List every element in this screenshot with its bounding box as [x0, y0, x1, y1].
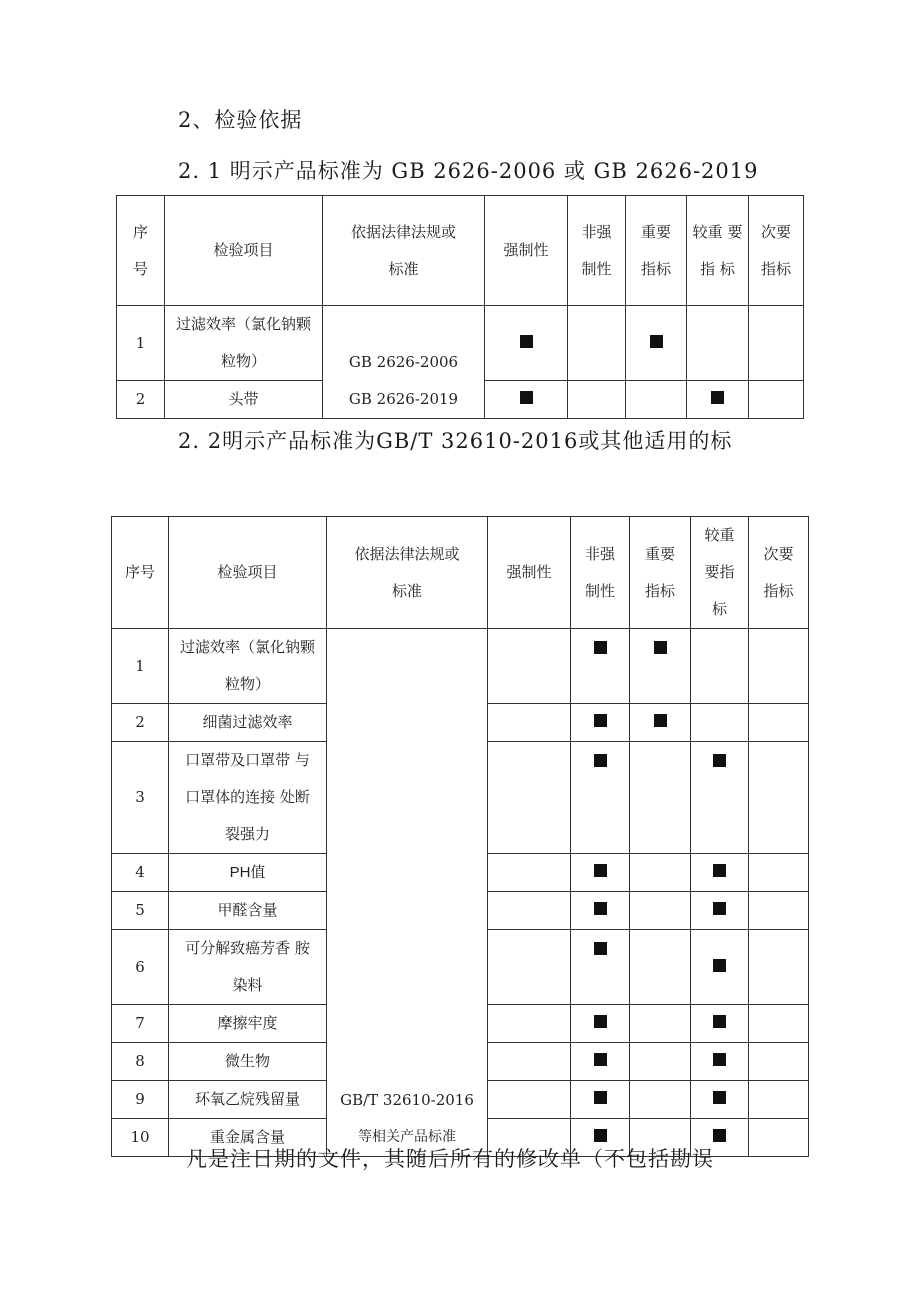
minor-cell — [749, 930, 809, 1005]
header-more-important: 较重 要指 标 — [687, 196, 749, 306]
mandatory-cell — [488, 892, 571, 930]
mandatory-cell — [488, 1081, 571, 1119]
more-important-cell — [691, 1043, 749, 1081]
basis-cell — [327, 629, 488, 1157]
table-row — [117, 306, 804, 381]
filled-square-mark — [713, 902, 726, 915]
important-cell — [630, 742, 691, 854]
more-important-cell — [691, 629, 749, 704]
row-item: 环氧乙烷残留量 — [169, 1081, 327, 1119]
basis-line: 等相关产品标准 — [358, 1129, 456, 1145]
row-item: 头带 — [165, 381, 323, 419]
non-mandatory-cell — [571, 629, 630, 704]
filled-square-mark — [713, 1129, 726, 1142]
row-seq: 1 — [112, 629, 169, 704]
subsection-heading-2-2: 2. 2明示产品标准为GB/T 32610-2016或其他适用的标 — [178, 429, 733, 453]
more-important-cell — [691, 1081, 749, 1119]
row-seq: 5 — [112, 892, 169, 930]
non-mandatory-cell — [571, 742, 630, 854]
filled-square-mark — [711, 391, 724, 404]
row-seq: 4 — [112, 854, 169, 892]
table-row — [112, 629, 809, 704]
mandatory-cell — [488, 704, 571, 742]
filled-square-mark — [594, 1129, 607, 1142]
filled-square-mark — [594, 902, 607, 915]
important-cell — [630, 1081, 691, 1119]
row-item: 过滤效率（氯化钠颗粒物） — [165, 306, 323, 381]
header-mandatory: 强制性 — [488, 517, 571, 629]
filled-square-mark — [654, 641, 667, 654]
filled-square-mark — [713, 1091, 726, 1104]
non-mandatory-cell — [571, 854, 630, 892]
filled-square-mark — [594, 864, 607, 877]
table2-header-row — [112, 517, 809, 629]
minor-cell — [749, 742, 809, 854]
filled-square-mark — [654, 714, 667, 727]
non-mandatory-cell — [571, 892, 630, 930]
filled-square-mark — [520, 391, 533, 404]
row-item: 重金属含量 — [169, 1119, 327, 1157]
header-seq: 序号 — [117, 196, 165, 306]
filled-square-mark — [713, 1015, 726, 1028]
row-item: 可分解致癌芳香 胺染料 — [169, 930, 327, 1005]
filled-square-mark — [713, 754, 726, 767]
row-seq: 2 — [117, 381, 165, 419]
filled-square-mark — [594, 1091, 607, 1104]
row-item: 甲醛含量 — [169, 892, 327, 930]
non-mandatory-cell — [571, 704, 630, 742]
footer-text: 凡是注日期的文件，其随后所有的修改单（不包括勘误 — [186, 1147, 714, 1171]
filled-square-mark — [713, 864, 726, 877]
header-item: 检验项目 — [165, 196, 323, 306]
non-mandatory-cell — [571, 930, 630, 1005]
filled-square-mark — [594, 1053, 607, 1066]
mandatory-cell — [488, 854, 571, 892]
header-important: 重要指标 — [630, 517, 691, 629]
basis-line: GB 2626-2006 — [348, 353, 459, 371]
important-cell — [630, 1005, 691, 1043]
mandatory-cell — [488, 1043, 571, 1081]
important-cell — [630, 930, 691, 1005]
row-item: 过滤效率（氯化钠颗粒物） — [169, 629, 327, 704]
header-item: 检验项目 — [169, 517, 327, 629]
row-item: PH值 — [169, 854, 327, 892]
more-important-cell — [691, 742, 749, 854]
non-mandatory-cell — [568, 306, 626, 381]
row-seq: 9 — [112, 1081, 169, 1119]
row-seq: 7 — [112, 1005, 169, 1043]
row-seq: 8 — [112, 1043, 169, 1081]
filled-square-mark — [520, 335, 533, 348]
basis-cell — [323, 306, 485, 419]
minor-cell — [749, 854, 809, 892]
more-important-cell — [691, 854, 749, 892]
filled-square-mark — [594, 714, 607, 727]
more-important-cell — [687, 306, 749, 381]
non-mandatory-cell — [568, 381, 626, 419]
important-cell — [626, 381, 687, 419]
header-important: 重要指标 — [626, 196, 687, 306]
minor-cell — [749, 1043, 809, 1081]
more-important-cell — [691, 930, 749, 1005]
header-basis: 依据法律法规或 标准 — [323, 196, 485, 306]
mandatory-cell — [488, 742, 571, 854]
header-minor: 次要指标 — [749, 517, 809, 629]
table1-header-row — [117, 196, 804, 306]
header-more-important: 较重要指标 — [691, 517, 749, 629]
minor-cell — [749, 704, 809, 742]
minor-cell — [749, 1119, 809, 1157]
filled-square-mark — [594, 754, 607, 767]
more-important-cell — [691, 892, 749, 930]
row-seq: 1 — [117, 306, 165, 381]
mandatory-cell — [485, 381, 568, 419]
inspection-table-gbt32610 — [111, 516, 809, 1157]
header-seq: 序号 — [112, 517, 169, 629]
mandatory-cell — [488, 930, 571, 1005]
important-cell — [630, 629, 691, 704]
header-basis: 依据法律法规或 标准 — [327, 517, 488, 629]
mandatory-cell — [488, 1005, 571, 1043]
minor-cell — [749, 1081, 809, 1119]
subsection-heading-2-1: 2. 1 明示产品标准为 GB 2626-2006 或 GB 2626-2019 — [178, 159, 759, 183]
more-important-cell — [687, 381, 749, 419]
minor-cell — [749, 892, 809, 930]
important-cell — [626, 306, 687, 381]
header-non-mandatory: 非强制性 — [571, 517, 630, 629]
more-important-cell — [691, 1005, 749, 1043]
row-item: 细菌过滤效率 — [169, 704, 327, 742]
row-item: 口罩带及口罩带 与口罩体的连接 处断裂强力 — [169, 742, 327, 854]
row-item: 微生物 — [169, 1043, 327, 1081]
minor-cell — [749, 1005, 809, 1043]
row-seq: 10 — [112, 1119, 169, 1157]
filled-square-mark — [713, 1053, 726, 1066]
basis-line: GB 2626-2019 — [348, 390, 459, 408]
important-cell — [630, 1043, 691, 1081]
row-item: 摩擦牢度 — [169, 1005, 327, 1043]
non-mandatory-cell — [571, 1081, 630, 1119]
filled-square-mark — [650, 335, 663, 348]
inspection-table-gb2626 — [116, 195, 804, 419]
important-cell — [630, 854, 691, 892]
minor-cell — [749, 629, 809, 704]
header-minor: 次要指标 — [749, 196, 804, 306]
non-mandatory-cell — [571, 1005, 630, 1043]
section-heading: 2、检验依据 — [178, 108, 303, 132]
basis-line: GB/T 32610-2016 — [340, 1091, 474, 1109]
header-non-mandatory: 非强制性 — [568, 196, 626, 306]
non-mandatory-cell — [571, 1043, 630, 1081]
filled-square-mark — [713, 959, 726, 972]
mandatory-cell — [488, 629, 571, 704]
minor-cell — [749, 306, 804, 381]
filled-square-mark — [594, 641, 607, 654]
mandatory-cell — [485, 306, 568, 381]
row-seq: 2 — [112, 704, 169, 742]
important-cell — [630, 892, 691, 930]
more-important-cell — [691, 704, 749, 742]
row-seq: 6 — [112, 930, 169, 1005]
row-seq: 3 — [112, 742, 169, 854]
header-mandatory: 强制性 — [485, 196, 568, 306]
important-cell — [630, 704, 691, 742]
filled-square-mark — [594, 942, 607, 955]
minor-cell — [749, 381, 804, 419]
filled-square-mark — [594, 1015, 607, 1028]
